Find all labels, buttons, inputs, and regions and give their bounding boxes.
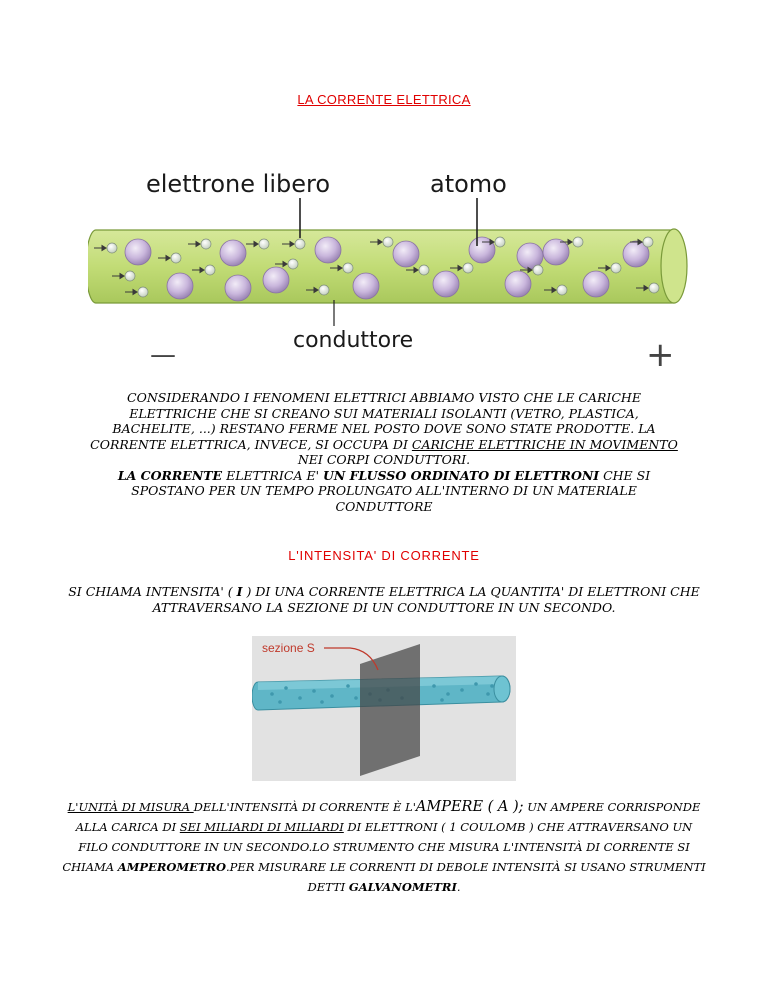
atom-sphere [543, 239, 569, 265]
atom-sphere [220, 240, 246, 266]
atom-sphere [167, 273, 193, 299]
section-label: sezione S [262, 641, 315, 655]
unit-underlined-2: SEI MILIARDI DI MILIARDI [179, 820, 344, 834]
electron-dot [171, 253, 181, 263]
electron-dot [343, 263, 353, 273]
unit-text: DELL'INTENSITÀ DI CORRENTE È L' [193, 800, 416, 814]
galvanometer-term: GALVANOMETRI [348, 880, 457, 894]
electron-dot [643, 237, 653, 247]
minus-sign: — [150, 340, 176, 370]
particle-dot [320, 700, 324, 704]
particle-dot [284, 686, 288, 690]
intro-underlined: CARICHE ELETTRICHE IN MOVIMENTO [411, 436, 678, 452]
electron-dot [107, 243, 117, 253]
atom-label: atomo [430, 170, 507, 198]
intro-text: CONSIDERANDO I FENOMENI ELETTRICI ABBIAMO VISTO CHE LE CARICHE ELETTRICHE CHE SI CREANO SUI MATERIALI ISOLANTI (VETRO, PLASTICA, BACHELITE, ...) RESTANO FERME NEL POSTO DOVE SONO STATE PRODOTTE. LA CORRENTE ELETTRICA, INVECE, SI OCCUPA DI [90, 390, 656, 452]
atom-sphere [583, 271, 609, 297]
electron-dot [573, 237, 583, 247]
unit-text-2: UN AMPERE CORRISPONDE ALLA CARICA DI [75, 800, 701, 834]
plus-sign: + [646, 335, 675, 373]
electron-dot [288, 259, 298, 269]
particle-dot [298, 696, 302, 700]
electron-dot [611, 263, 621, 273]
particle-dot [490, 684, 494, 688]
intensity-text-2: ) DI UNA CORRENTE ELETTRICA LA QUANTITA' DI ELETTRONI CHE ATTRAVERSANO LA SEZIONE DI UN CONDUTTORE IN UN SECONDO. [152, 584, 700, 615]
electron-dot [259, 239, 269, 249]
intensity-text: SI CHIAMA INTENSITA' ( [68, 584, 237, 599]
particle-dot [354, 696, 358, 700]
electron-dot [533, 265, 543, 275]
free-electron-label: elettrone libero [146, 170, 331, 198]
electron-dot [649, 283, 659, 293]
particle-dot [312, 689, 316, 693]
electron-dot [383, 237, 393, 247]
particle-dot [278, 700, 282, 704]
particle-dot [330, 694, 334, 698]
definition-bold: LA CORRENTE [117, 467, 223, 483]
particle-dot [446, 692, 450, 696]
electron-dot [419, 265, 429, 275]
page-title: LA CORRENTE ELETTRICA [297, 92, 471, 107]
electron-dot [463, 263, 473, 273]
electron-dot [138, 287, 148, 297]
particle-dot [346, 684, 350, 688]
unit-text-3: DI ELETTRONI ( 1 COULOMB ) CHE ATTRAVERSANO UN FILO CONDUTTORE IN UN SECONDO.LO STRUMENTO CHE MISURA L'INTENSITÀ DI CORRENTE SI CHIAMA [62, 820, 693, 874]
definition-bold-2: UN FLUSSO ORDINATO DI ELETTRONI [322, 467, 600, 483]
atom-sphere [225, 275, 251, 301]
definition-text-2: CHE SI SPOSTANO PER UN TEMPO PROLUNGATO ALL'INTERNO DI UN MATERIALE CONDUTTORE [131, 467, 651, 514]
electron-dot [125, 271, 135, 281]
intro-paragraph [90, 390, 678, 514]
atom-sphere [263, 267, 289, 293]
atom-sphere [433, 271, 459, 297]
electron-dot [205, 265, 215, 275]
electron-dot [557, 285, 567, 295]
atom-sphere [393, 241, 419, 267]
particle-dot [474, 682, 478, 686]
ampere-term: AMPERE ( A ); [415, 799, 524, 815]
particle-dot [486, 692, 490, 696]
conductor-diagram [88, 158, 688, 373]
electron-dot [495, 237, 505, 247]
unit-text-5: . [456, 880, 461, 894]
particle-dot [440, 698, 444, 702]
atom-sphere [125, 239, 151, 265]
unit-underlined: L'UNITÀ DI MISURA [67, 800, 194, 814]
particle-dot [460, 688, 464, 692]
particle-dot [432, 684, 436, 688]
ammeter-term: AMPEROMETRO [117, 860, 227, 874]
conductor-label: conduttore [293, 328, 414, 353]
unit-paragraph [60, 797, 708, 897]
definition-text: ELETTRICA E' [222, 467, 323, 483]
electron-dot [295, 239, 305, 249]
section-diagram [252, 636, 516, 781]
intensity-paragraph [40, 584, 728, 615]
atom-sphere [505, 271, 531, 297]
intensity-symbol: I [236, 584, 243, 599]
unit-text-4: .PER MISURARE LE CORRENTI DI DEBOLE INTENSITÀ SI USANO STRUMENTI DETTI [226, 860, 706, 894]
section-title: L'INTENSITA' DI CORRENTE [288, 548, 480, 563]
electron-dot [319, 285, 329, 295]
atom-sphere [353, 273, 379, 299]
atom-sphere [315, 237, 341, 263]
intro-text-end: NEI CORPI CONDUTTORI. [297, 452, 471, 467]
electron-dot [201, 239, 211, 249]
particle-dot [270, 692, 274, 696]
